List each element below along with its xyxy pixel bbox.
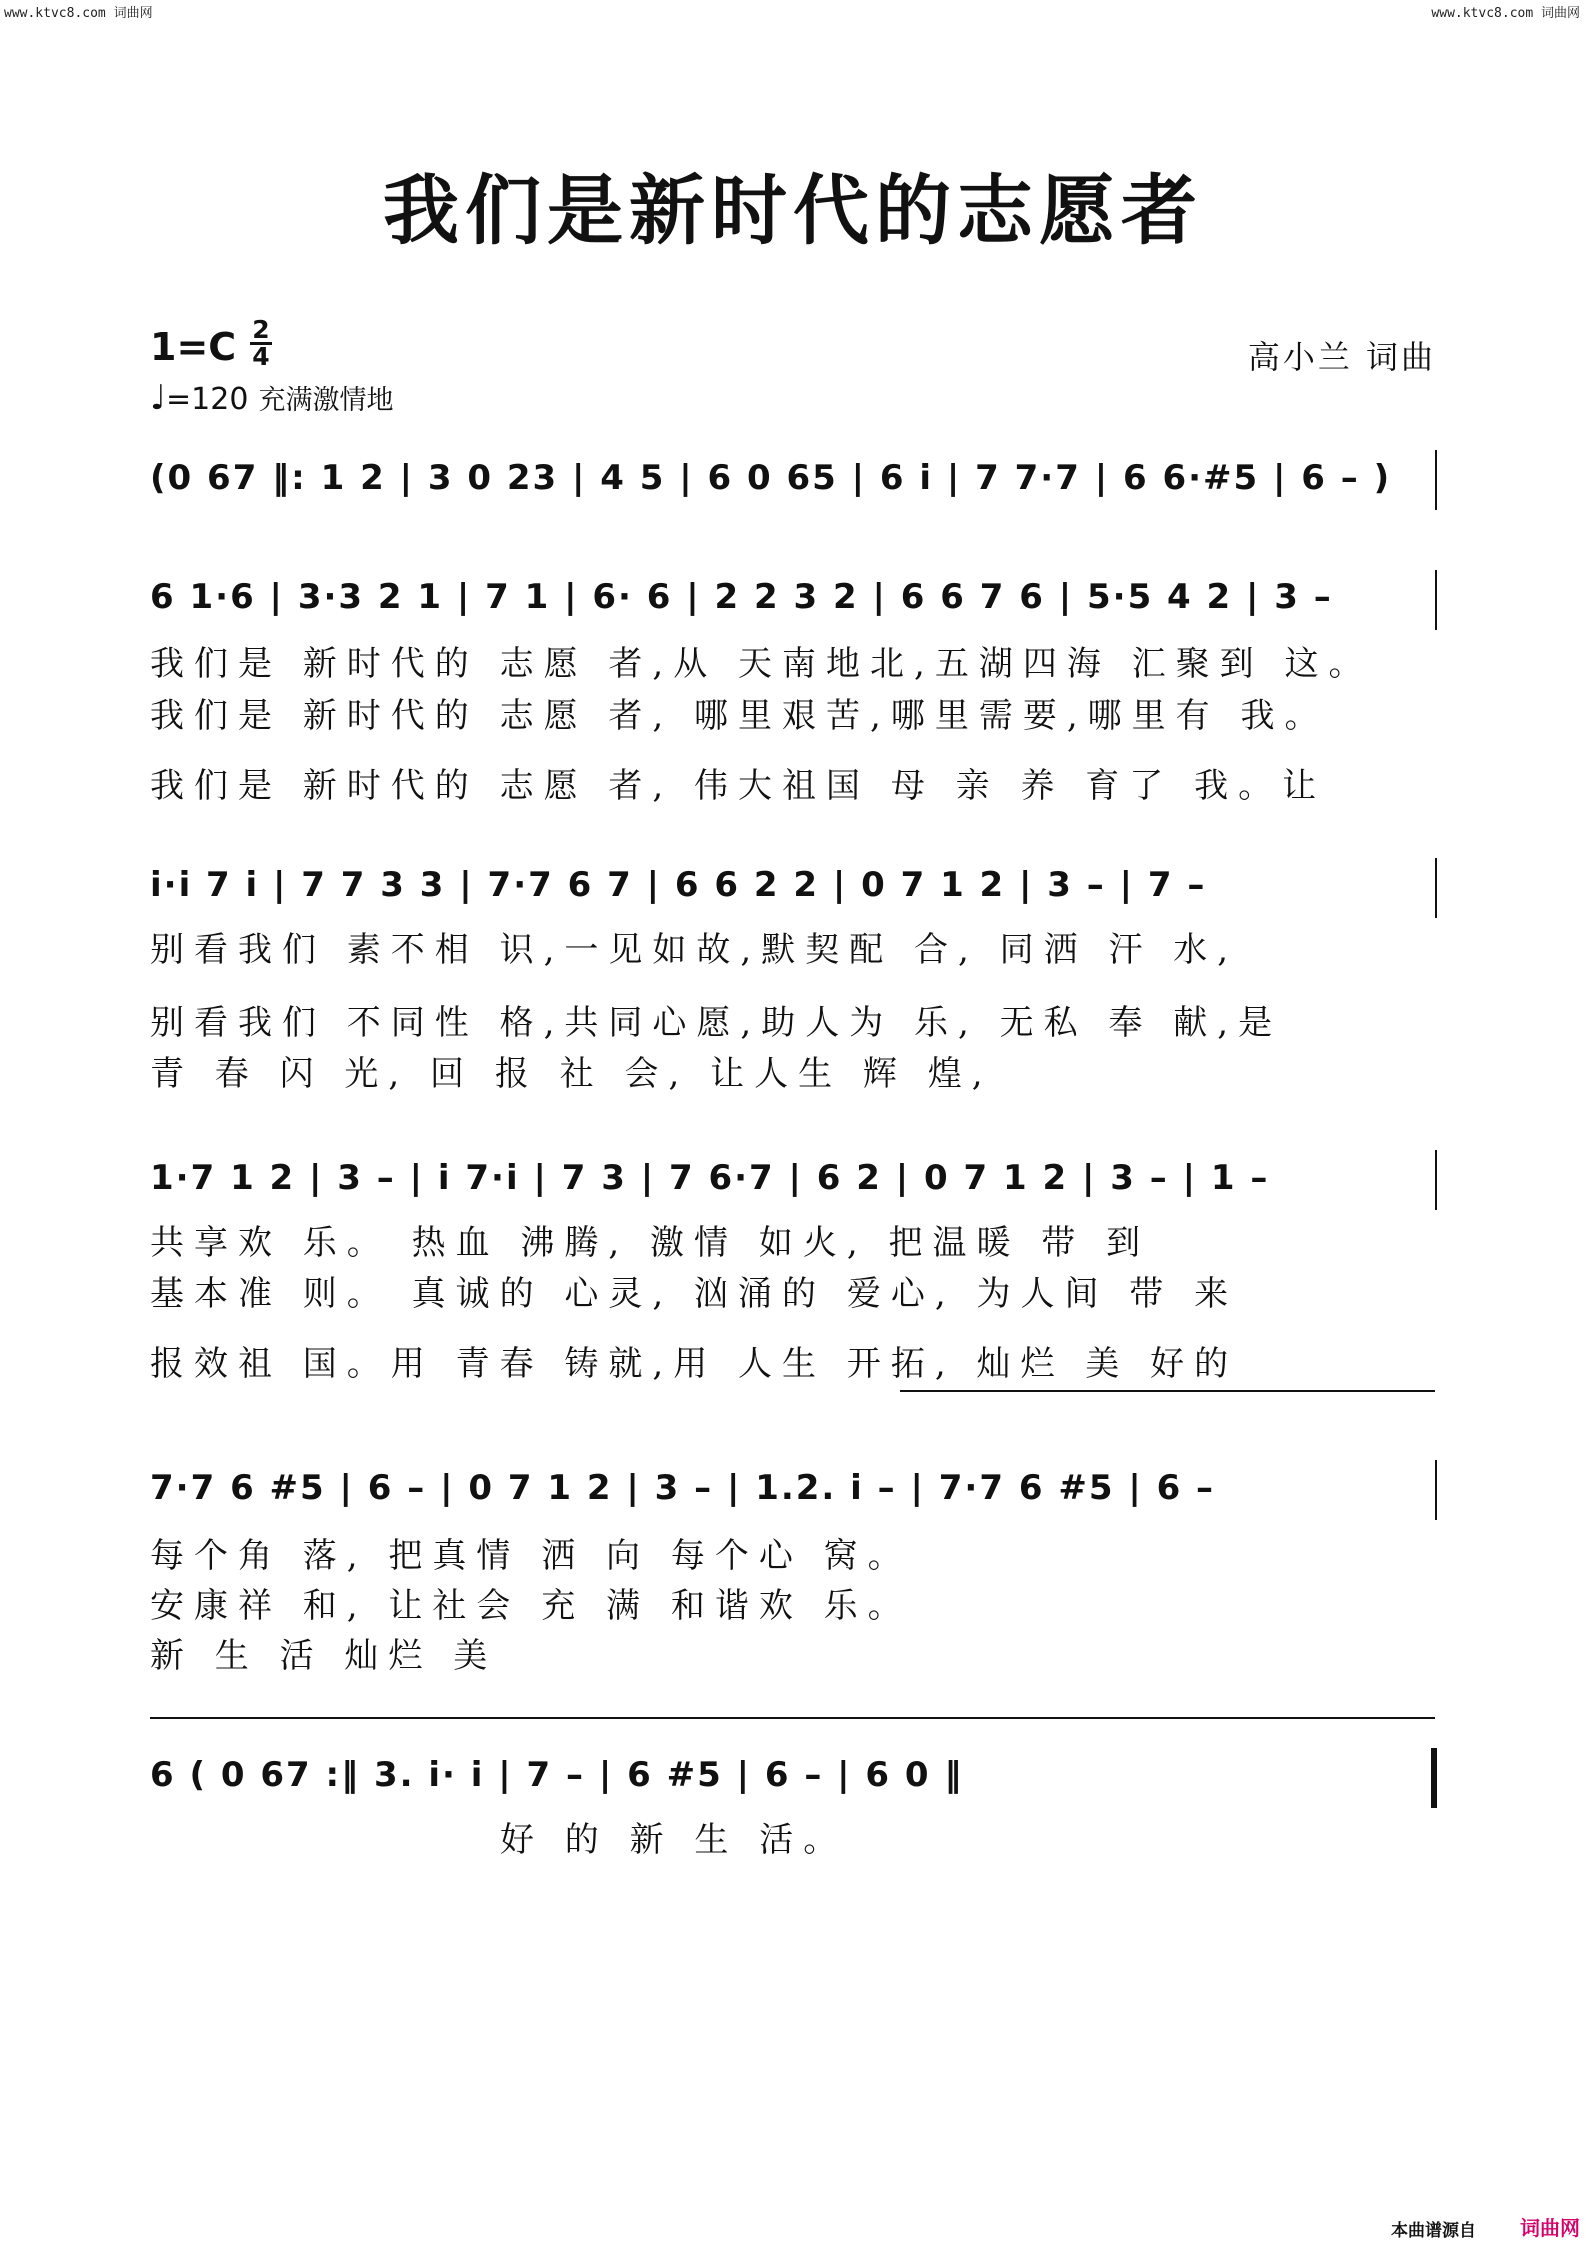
system-2-lyric-3: 青 春 闪 光, 回 报 社 会, 让人生 辉 煌,	[150, 1054, 993, 1094]
watermark-left: www.ktvc8.com 词曲网	[4, 6, 153, 21]
barline	[1435, 450, 1437, 510]
time-signature-top: 2	[252, 315, 270, 344]
system-1-lyric-3: 我们是 新时代的 志愿 者, 伟大祖国 母 亲 养 育了 我。让	[150, 766, 1327, 806]
final-barline	[1431, 1748, 1437, 1808]
system-5-lyric-1: 好 的 新 生 活。	[500, 1820, 848, 1860]
barline	[1435, 858, 1437, 918]
tempo-marking	[150, 378, 393, 418]
barline	[1435, 1150, 1437, 1210]
watermark-right: www.ktvc8.com 词曲网	[1431, 6, 1580, 21]
system-4-lyric-2: 安康祥 和, 让社会 充 满 和谐欢 乐。	[150, 1586, 912, 1626]
footer-logo[interactable]: 词曲网	[1520, 2216, 1580, 2240]
system-3-lyric-3: 报效祖 国。用 青春 铸就,用 人生 开拓, 灿烂 美 好的	[150, 1344, 1239, 1384]
system-2-lyric-2: 别看我们 不同性 格,共同心愿,助人为 乐, 无私 奉 献,是	[150, 1003, 1283, 1043]
system-2-lyric-1: 别看我们 素不相 识,一见如故,默契配 合, 同洒 汗 水,	[150, 930, 1239, 970]
system-4-lyric-1: 每个角 落, 把真情 洒 向 每个心 窝。	[150, 1536, 912, 1576]
system-1-notation: 6 1·6 | 3·3 2 1 | 7 1 | 6· 6 | 2 2 3 2 | 6 6 7 6 | 5·5 4 2 | 3 –	[150, 577, 1333, 617]
author-credit: 高小兰 词曲	[1247, 338, 1436, 376]
time-signature	[250, 315, 272, 371]
system-3-lyric-1: 共享欢 乐。 热血 沸腾, 激情 如火, 把温暖 带 到	[150, 1223, 1151, 1263]
volta-3-line	[150, 1717, 1435, 1719]
system-4-lyric-3: 新 生 活 灿烂 美	[150, 1636, 498, 1676]
system-1-lyric-2: 我们是 新时代的 志愿 者, 哪里艰苦,哪里需要,哪里有 我。	[150, 696, 1329, 736]
system-3-lyric-2: 基本准 则。 真诚的 心灵, 汹涌的 爱心, 为人间 带 来	[150, 1274, 1239, 1314]
time-signature-bottom: 4	[252, 342, 270, 371]
barline	[1435, 570, 1437, 630]
intro-notation: (0 67 ‖: 1 2 | 3 0 23 | 4 5 | 6 0 65 | 6 i | 7 7·7 | 6 6·#5 | 6 – )	[150, 458, 1392, 498]
system-2-notation: i·i 7 i | 7 7 3 3 | 7·7 6 7 | 6 6 2 2 | 0 7 1 2 | 3 – | 7 –	[150, 865, 1207, 905]
footer-source-text: 本曲谱源自	[1391, 2221, 1476, 2241]
tempo-value: =120	[166, 382, 249, 417]
key-signature: 1=C	[150, 325, 237, 369]
quarter-note-icon: ♩	[150, 378, 167, 418]
barline	[1435, 1460, 1437, 1520]
system-3-notation: 1·7 1 2 | 3 – | i 7·i | 7 3 | 7 6·7 | 6 2 | 0 7 1 2 | 3 – | 1 –	[150, 1158, 1270, 1198]
page-title: 我们是新时代的志愿者	[383, 166, 1203, 255]
system-1-lyric-1: 我们是 新时代的 志愿 者,从 天南地北,五湖四海 汇聚到 这。	[150, 644, 1373, 684]
system-4-notation: 7·7 6 #5 | 6 – | 0 7 1 2 | 3 – | 1.2. i – | 7·7 6 #5 | 6 –	[150, 1468, 1216, 1508]
tempo-description: 充满激情地	[258, 385, 394, 416]
volta-1-2-line	[900, 1390, 1435, 1392]
system-5-notation: 6 ( 0 67 :‖ 3. i· i | 7 – | 6 #5 | 6 – | 6 0 ‖	[150, 1755, 964, 1795]
